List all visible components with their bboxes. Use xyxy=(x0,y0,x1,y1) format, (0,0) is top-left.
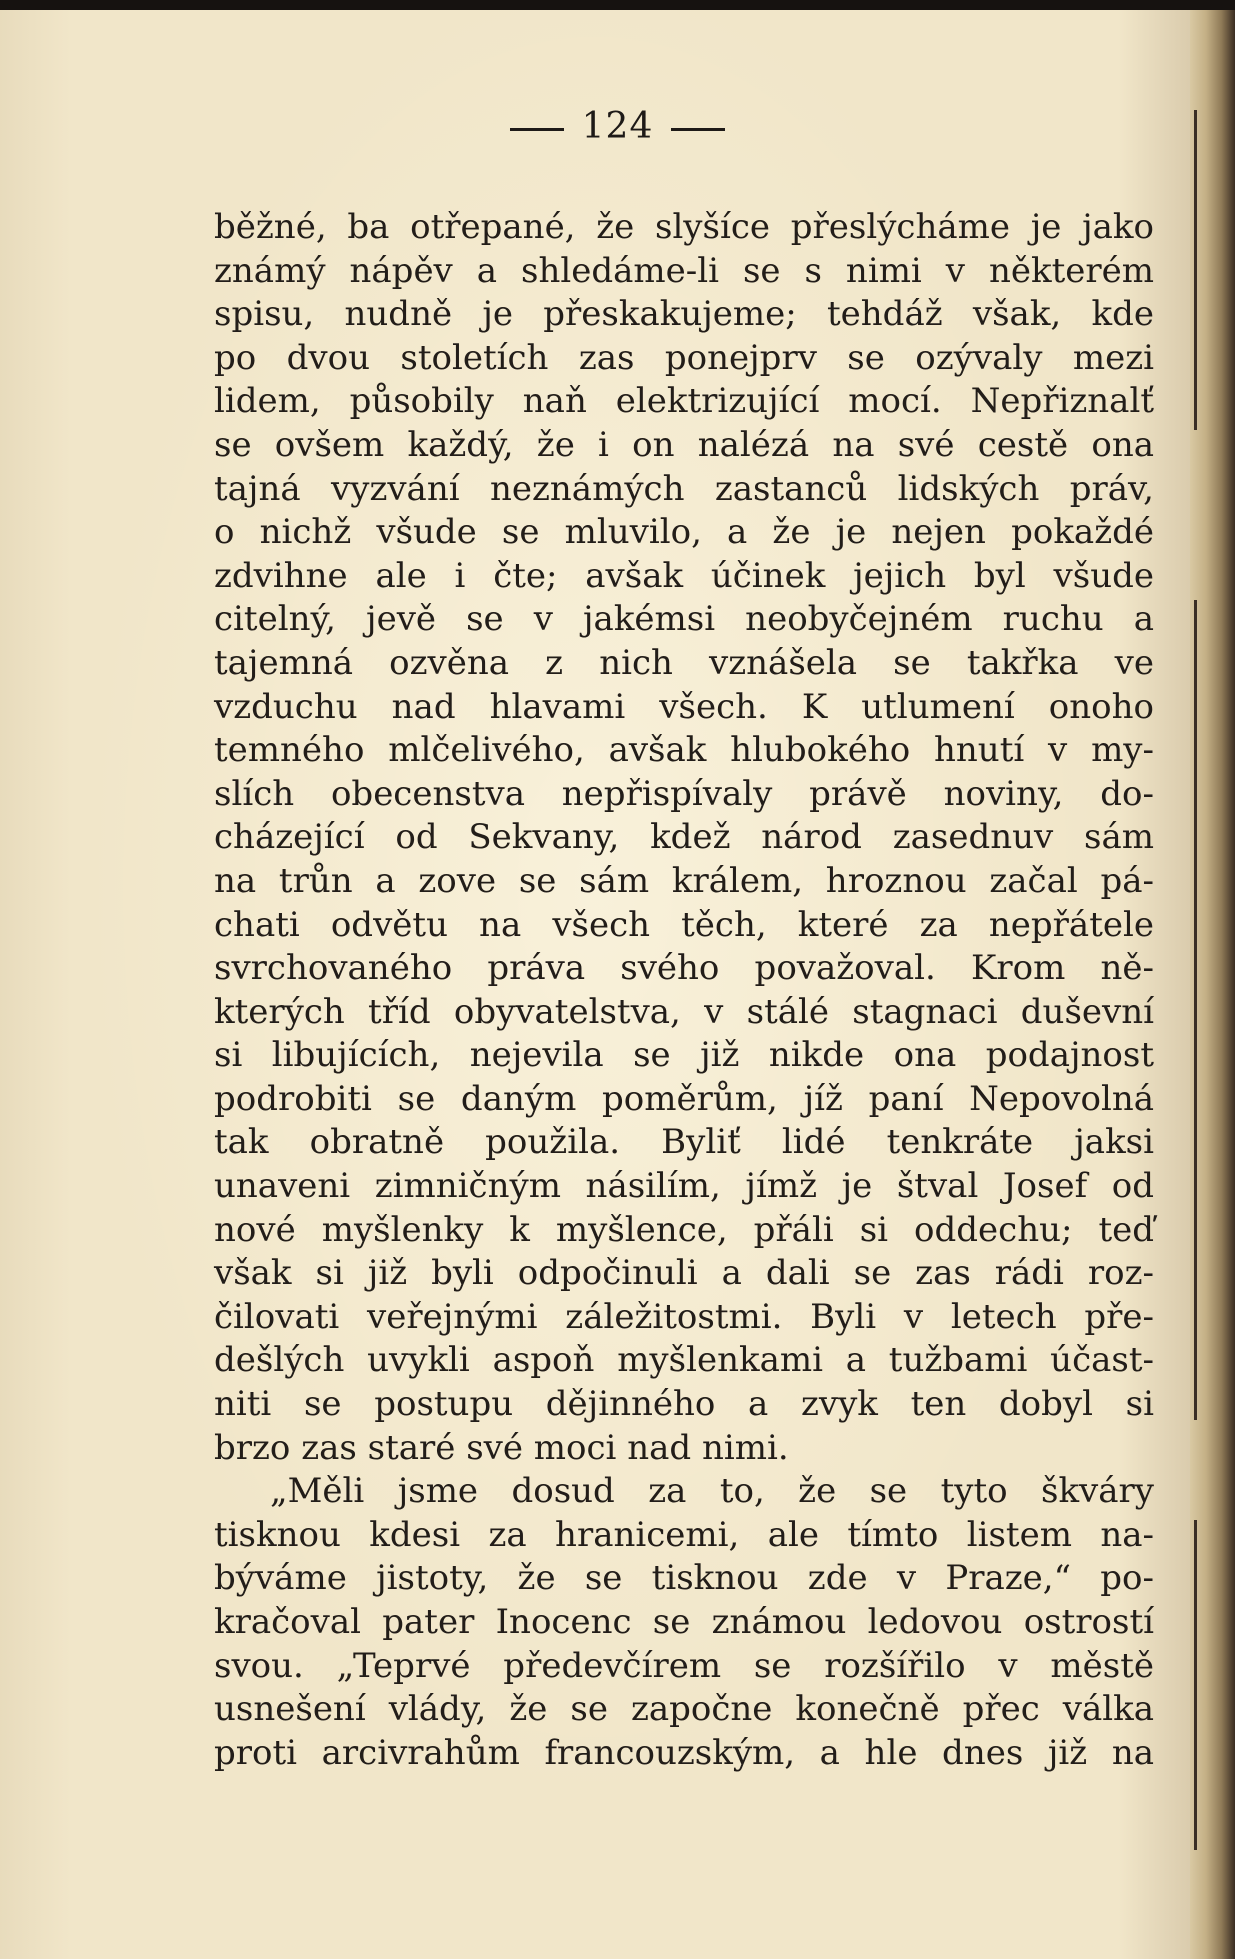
text-line: známý nápěv a shledáme-li se s nimi v některém xyxy=(214,250,1154,291)
text-line: tajná vyzvání neznámých zastanců lidských práv, xyxy=(214,468,1154,509)
text-line: unaveni zimničným násilím, jímž je štval Josef od xyxy=(214,1166,1154,1207)
page-edge-line xyxy=(1194,110,1197,430)
text-line: běžné, ba otřepané, že slyšíce přeslýcháme je jako xyxy=(214,207,1154,247)
text-line: si libujících, nejevila se již nikde ona podajnost xyxy=(214,1035,1154,1076)
text-line: citelný, jevě se v jakémsi neobyčejném ruchu a xyxy=(214,599,1154,640)
page-number-header xyxy=(0,106,1235,147)
text-line: kračoval pater Inocenc se známou ledovou ostrostí xyxy=(214,1602,1154,1642)
text-line: nové myšlenky k myšlence, přáli si oddechu; teď xyxy=(214,1209,1154,1250)
text-line: o nichž všude se mluvilo, a že je nejen pokaždé xyxy=(214,512,1154,553)
text-line: podrobiti se daným poměrům, jíž paní Nepovolná xyxy=(214,1078,1154,1119)
text-line: svrchovaného práva svého považoval. Krom ně- xyxy=(214,948,1154,989)
text-line: čilovati veřejnými záležitostmi. Byli v letech pře- xyxy=(214,1296,1154,1337)
text-line: tisknou kdesi za hranicemi, ale tímto listem na- xyxy=(214,1514,1154,1555)
text-line: chati odvětu na všech těch, které za nepřátele xyxy=(214,904,1154,945)
text-line: cházející od Sekvany, kdež národ zasednuv sám xyxy=(214,817,1154,858)
text-line: slích obecenstva nepřispívaly právě noviny, do- xyxy=(214,773,1154,814)
text-line: tak obratně použila. Byliť lidé tenkráte jaksi xyxy=(214,1122,1154,1163)
paragraph-start-line: „Měli jsme dosud za to, že se tyto škváry xyxy=(270,1471,1154,1512)
dash-right xyxy=(671,128,725,131)
text-line: tajemná ozvěna z nich vznášela se takřka ve xyxy=(214,642,1154,683)
text-line: dešlých uvykli aspoň myšlenkami a tužbami účast- xyxy=(214,1340,1154,1381)
dash-left xyxy=(510,128,564,131)
text-line: lidem, působily naň elektrizující mocí. Nepřiznalť xyxy=(214,381,1154,422)
text-line: kterých tříd obyvatelstva, v stálé stagnaci duševní xyxy=(214,991,1154,1032)
paragraph-end-line: brzo zas staré své moci nad nimi. xyxy=(214,1427,789,1468)
page-number: 124 xyxy=(581,106,654,147)
text-line: však si již byli odpočinuli a dali se zas rádi roz- xyxy=(214,1253,1154,1294)
text-line: temného mlčelivého, avšak hlubokého hnutí v my- xyxy=(214,730,1154,771)
text-line: se ovšem každý, že i on nalézá na své cestě ona xyxy=(214,424,1154,465)
text-line: býváme jistoty, že se tisknou zde v Praze,“ po- xyxy=(214,1558,1154,1599)
text-line: proti arcivrahům francouzským, a hle dnes již na xyxy=(214,1732,1154,1773)
text-line: vzduchu nad hlavami všech. K utlumení onoho xyxy=(214,686,1154,727)
page-edge-line xyxy=(1194,600,1197,1420)
text-line: na trůn a zove se sám králem, hroznou začal pá- xyxy=(214,860,1154,901)
text-line: po dvou stoletích zas ponejprv se ozývaly mezi xyxy=(214,337,1154,378)
text-line: svou. „Teprvé předevčírem se rozšířilo v městě xyxy=(214,1645,1154,1686)
page-edge-line xyxy=(1194,1520,1197,1850)
text-line: niti se postupu dějinného a zvyk ten dobyl si xyxy=(214,1384,1154,1425)
body-text xyxy=(214,206,1154,1775)
text-line: usnešení vlády, že se započne konečně přec válka xyxy=(214,1689,1154,1730)
text-line: zdvihne ale i čte; avšak účinek jejich byl všude xyxy=(214,555,1154,596)
text-line: spisu, nudně je přeskakujeme; tehdáž však, kde xyxy=(214,294,1154,335)
